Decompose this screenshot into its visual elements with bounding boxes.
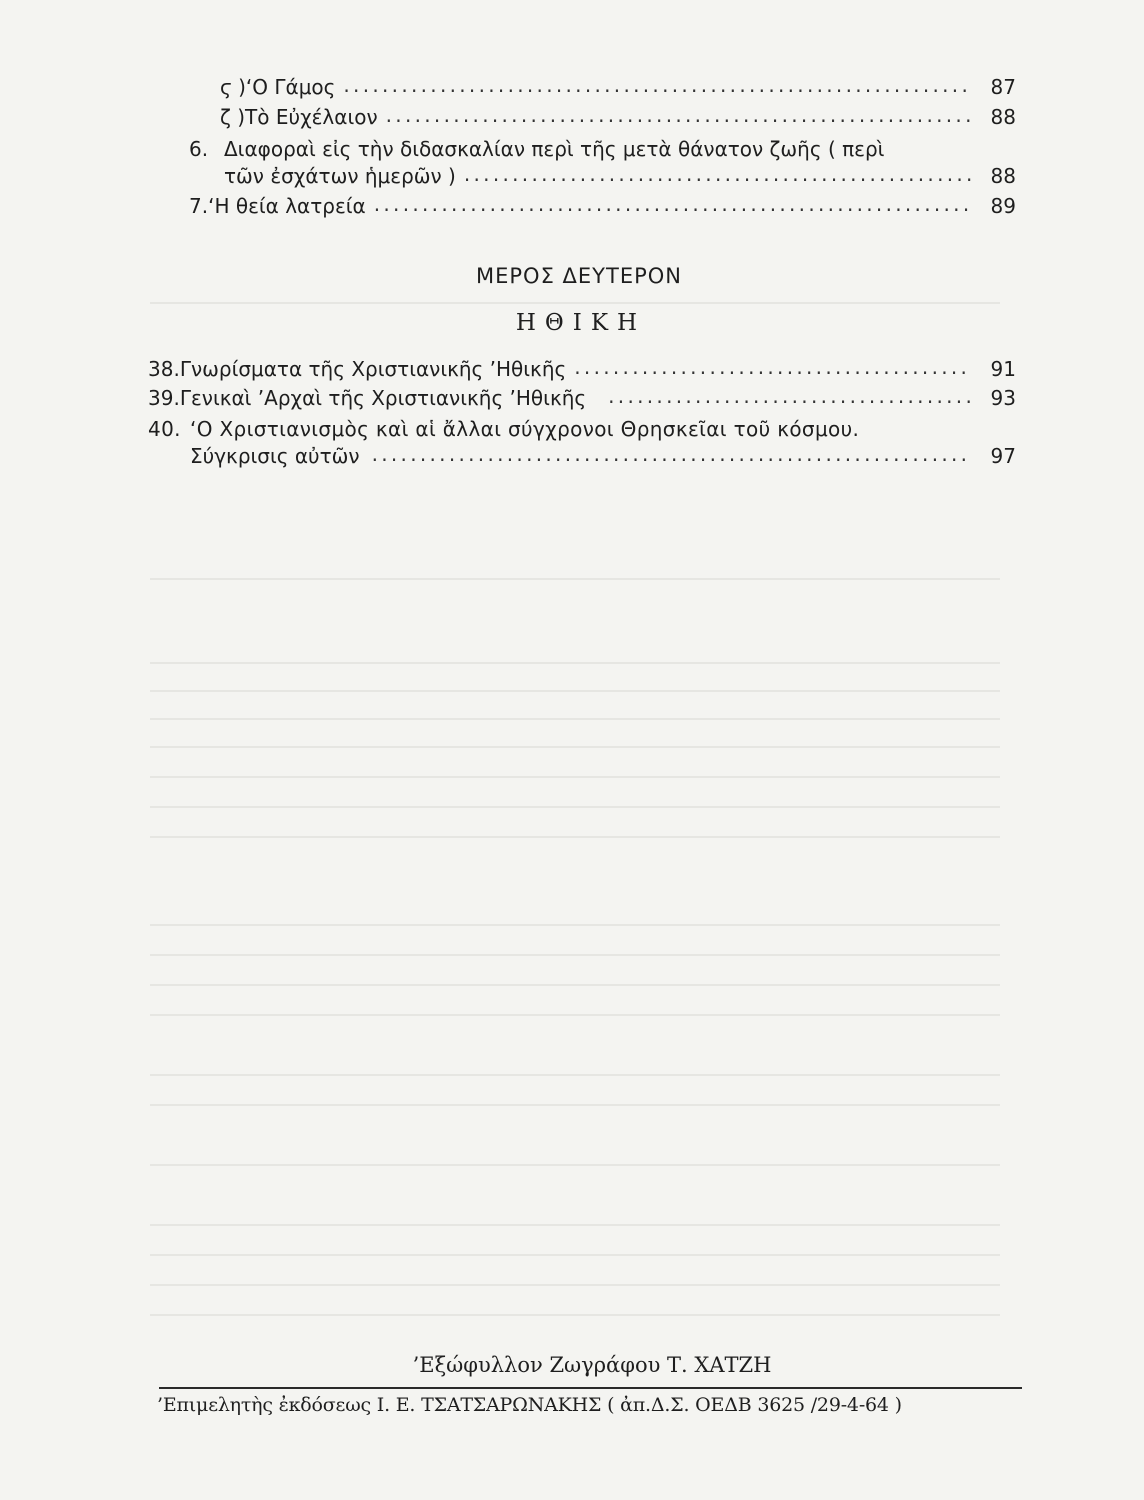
toc-entry	[148, 354, 1016, 384]
toc-entry	[220, 102, 1016, 132]
bleed-through-line	[150, 1104, 1000, 1106]
toc-entry-number: 38.	[148, 357, 180, 381]
bleed-through-line	[150, 924, 1000, 926]
bleed-through-line	[150, 746, 1000, 748]
toc-entry-page: 88	[990, 105, 1016, 129]
bleed-through-line	[150, 1224, 1000, 1226]
bleed-through-line	[150, 1254, 1000, 1256]
toc-entry-page: 97	[990, 444, 1016, 468]
section-heading: ΗΘΙΚΗ	[515, 310, 647, 336]
cover-credit: ’Εξώφυλλον Ζωγράφου Τ. ΧΑΤΖΗ	[412, 1353, 772, 1377]
bleed-through-line	[150, 806, 1000, 808]
toc-entry-number: ζ )	[220, 105, 246, 129]
toc-entry-number: ϛ )	[220, 75, 246, 99]
bleed-through-line	[150, 578, 1000, 580]
toc-leader-dots	[386, 100, 972, 130]
bleed-through-line	[150, 1074, 1000, 1076]
bleed-through-line	[150, 984, 1000, 986]
toc-entry-number: 6.	[189, 137, 209, 161]
bleed-through-line	[150, 1314, 1000, 1316]
toc-entry-page: 88	[990, 164, 1016, 188]
toc-leader-dots	[464, 159, 972, 189]
toc-entry-title-line1: Διαφοραὶ εἰς τὴν διδασκαλίαν περὶ τῆς μετὰ θάνατον ζωῆς ( περὶ	[224, 137, 885, 161]
footer-divider	[159, 1387, 1022, 1389]
bleed-through-line	[150, 836, 1000, 838]
toc-leader-dots	[343, 70, 972, 100]
toc-entry-page: 93	[990, 386, 1016, 410]
bleed-through-line	[150, 718, 1000, 720]
toc-leader-dots	[574, 352, 972, 382]
bleed-through-line	[150, 1014, 1000, 1016]
toc-entry-title: ‘Ο Γάμος	[245, 75, 336, 99]
toc-entry-title: Γενικαὶ ’Αρχαὶ τῆς Χριστιανικῆς ’Ηθικῆς	[179, 386, 587, 410]
bleed-through-line	[150, 1164, 1000, 1166]
toc-entry-page: 87	[990, 75, 1016, 99]
toc-leader-dots	[372, 439, 972, 469]
toc-entry	[220, 72, 1016, 102]
toc-entry	[189, 191, 1016, 221]
toc-leader-dots	[608, 381, 972, 411]
toc-entry-number: 7.	[189, 194, 209, 218]
toc-entry	[190, 441, 1016, 471]
toc-entry-title: Τὸ Εὐχέλαιον	[245, 105, 378, 129]
toc-entry-title: Σύγκρισις αὐτῶν	[190, 444, 360, 468]
bleed-through-line	[150, 1284, 1000, 1286]
toc-entry-page: 89	[990, 194, 1016, 218]
toc-leader-dots	[374, 189, 972, 219]
toc-entry-title-line1: ‘Ο Χριστιανισμὸς καὶ αἱ ἄλλαι σύγχρονοι Θρησκεῖαι τοῦ κόσμου.	[190, 417, 860, 441]
toc-entry-title: ‘Η θεία λατρεία	[208, 194, 366, 218]
bleed-through-line	[150, 776, 1000, 778]
toc-entry	[148, 383, 1016, 413]
bleed-through-line	[150, 690, 1000, 692]
toc-entry-page: 91	[990, 357, 1016, 381]
toc-entry-title: τῶν ἐσχάτων ἡμερῶν )	[224, 164, 456, 188]
bleed-through-line	[150, 662, 1000, 664]
toc-entry-number: 39.	[148, 386, 180, 410]
toc-entry-title: Γνωρίσματα τῆς Χριστιανικῆς ’Ηθικῆς	[179, 357, 567, 381]
bleed-through-line	[150, 954, 1000, 956]
part-heading: ΜΕΡΟΣ ΔΕΥΤΕΡΟΝ	[476, 264, 682, 288]
toc-entry	[224, 161, 1016, 191]
bleed-through-line	[150, 302, 1000, 304]
editor-credit: ’Επιμελητὴς ἐκδόσεως Ι. Ε. ΤΣΑΤΣΑΡΩΝΑΚΗΣ ( ἀπ.Δ.Σ. ΟΕΔΒ 3625 /29-4-64 )	[157, 1394, 902, 1416]
toc-entry-number: 40.	[148, 417, 181, 441]
